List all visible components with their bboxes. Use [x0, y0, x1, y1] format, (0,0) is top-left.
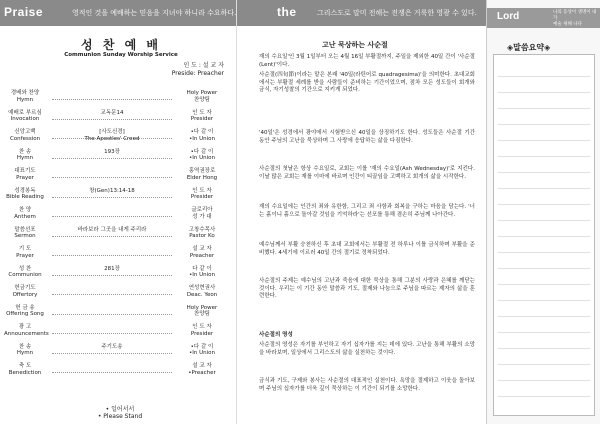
order-item-leader [52, 171, 172, 178]
order-item-detail [52, 344, 172, 351]
note-line [498, 333, 590, 349]
order-item-leader-en: Deac. Yeon [186, 291, 218, 298]
order-item-ko: 예배로 부르심 [8, 109, 42, 116]
order-item-leader-name [174, 149, 230, 162]
order-item-detail [52, 110, 172, 117]
order-item-leader-name [174, 227, 230, 240]
order-item-en: Benediction [8, 369, 42, 376]
summary-notes-box[interactable] [493, 54, 595, 416]
order-item [0, 285, 236, 305]
order-item-leader [52, 249, 172, 256]
order-item [0, 227, 236, 247]
order-item-detail-text: 창(Gen)13:14-18 [89, 187, 135, 194]
order-of-worship-panel [0, 0, 236, 424]
paragraph: 예수님께서 부활 승천하신 후 초대 교회에서는 부활절 전 하루나 이틀 금식하며 부활을 준비했다. 4세기에 이르러 40일 간의 절기로 정착되었다. [259, 242, 475, 256]
praise-band-text: 영적인 것을 예배하는 믿음을 지녀야 하니라 수요하다. [72, 9, 237, 17]
note-line [498, 93, 590, 109]
lord-note-line: 나의 동상이 생명이 내가 [553, 10, 597, 21]
order-item-name [4, 129, 46, 142]
order-item-detail [52, 188, 172, 195]
order-item-leader-ko: 설 교 자 [192, 246, 212, 252]
praise-tag: Praise [4, 5, 44, 19]
paragraph: 사순절의 첫날은 항상 수요일로, 교회는 이를 '재의 수요일(Ash Wednesday)'로 지킨다. 이날 많은 교회는 재를 이마에 바르며 인간이 티끌임을 고백하고 회개의 삶을 시작한다. [259, 166, 475, 180]
order-item-name [4, 110, 46, 123]
sermon-summary-panel [486, 0, 600, 424]
order-item-name [4, 188, 46, 201]
order-item [0, 90, 236, 110]
order-item-leader-en: Presider [190, 194, 214, 200]
order-item-name [4, 285, 46, 298]
order-item-leader-ko: 인 도 자 [192, 109, 212, 116]
order-item-detail [52, 129, 172, 142]
order-item-detail-text: 주기도송 [101, 343, 123, 350]
order-item-en: Prayer [16, 252, 34, 259]
order-item-leader-ko: •다 같 이 [190, 148, 214, 155]
order-item-leader-ko: 설 교 자 [192, 363, 212, 369]
order-item [0, 207, 236, 227]
the-tag: the [277, 5, 297, 19]
order-item-leader-en: 찬양팀 [194, 311, 210, 317]
note-line [498, 285, 590, 301]
order-item-leader-name [174, 324, 230, 337]
order-item-en: Hymn [16, 96, 34, 103]
order-item-en: Offering Song [6, 311, 44, 317]
order-item-leader-ko: •다 같 이 [190, 343, 214, 350]
order-item-leader [52, 288, 172, 295]
order-item-ko: 찬 송 [18, 343, 32, 350]
note-line [498, 301, 590, 317]
order-item-ko: 찬 양 [18, 207, 32, 213]
the-band-text: 그리스도로 말미 전해는 전쟁은 거룩한 영광 수 있다. [317, 9, 477, 17]
order-item-en: Offertory [12, 291, 38, 298]
order-item-name [4, 207, 46, 220]
order-item-name [4, 227, 46, 240]
order-item-leader-ko: 다 같 이 [192, 265, 212, 272]
order-item-leader-en: Presider [190, 330, 214, 337]
note-line [498, 173, 590, 189]
presider-label-en: Preside: Preacher [171, 70, 224, 77]
order-item-ko: 성 찬 [18, 265, 32, 272]
order-item-leader-name [174, 129, 230, 142]
order-item-name [4, 344, 46, 357]
lord-header-band [487, 8, 600, 28]
order-item [0, 246, 236, 266]
service-subtitle: Communion Sunday Worship Service [64, 52, 178, 58]
lord-note [553, 10, 599, 28]
order-item-en: Communion [8, 272, 42, 278]
order-item [0, 324, 236, 344]
stand-note-en: • Please Stand [97, 413, 143, 420]
note-line [498, 365, 590, 381]
order-item-en: Hymn [16, 350, 34, 356]
order-item-leader-en: 성 가 대 [192, 213, 212, 220]
order-item-leader-en: •In Union [189, 155, 215, 161]
order-item-leader-ko: Holy Power [186, 90, 218, 96]
note-line [498, 317, 590, 333]
order-item-name [4, 90, 46, 103]
order-list [0, 90, 236, 383]
sermon-panel [236, 0, 486, 424]
order-item-ko: 헌 금 송 [15, 304, 35, 311]
order-item-leader-ko: 고창수목사 [188, 226, 216, 233]
order-item-en: Sermon [14, 233, 36, 239]
order-item [0, 149, 236, 169]
order-item-en: Prayer [16, 174, 34, 181]
order-item-en: Invocation [10, 116, 40, 122]
order-item [0, 363, 236, 383]
order-item-leader-name [174, 285, 230, 298]
order-item-ko: 경배와 찬양 [10, 90, 40, 96]
order-item-leader [52, 366, 172, 373]
order-item-leader-name [174, 188, 230, 201]
order-item-en: Hymn [16, 155, 34, 161]
order-item-name [4, 363, 46, 376]
note-line [498, 349, 590, 365]
order-item-leader [52, 308, 172, 315]
order-item-leader-en: Elder Hong [186, 174, 218, 181]
note-line [498, 109, 590, 125]
order-item [0, 188, 236, 208]
service-title: 성 찬 예 배 [81, 38, 161, 52]
sermon-title: 고난 묵상하는 사순절 [322, 41, 388, 49]
order-item-detail-text: 281장 [104, 265, 120, 272]
order-item-detail [52, 266, 172, 273]
note-line [498, 77, 590, 93]
order-item-detail-text: [사도신경] [99, 129, 125, 135]
note-line [498, 141, 590, 157]
order-item-name [4, 324, 49, 337]
note-line [498, 125, 590, 141]
order-item-detail-text: 193장 [104, 148, 120, 155]
stand-note-ko: • 일어서서 [105, 406, 135, 413]
stand-note [90, 406, 150, 420]
order-item-leader-name [174, 305, 230, 318]
order-item-leader [52, 210, 172, 217]
sub-heading: 사순절의 영성 [259, 332, 293, 338]
order-item-leader-ko: •다 같 이 [190, 129, 214, 135]
order-item-leader-en: •In Union [189, 272, 215, 278]
note-line [498, 237, 590, 253]
order-item-en: Anthem [14, 213, 36, 220]
order-item-detail-sub: The Apostles' Creed [84, 135, 140, 142]
paragraph: 사순절의 영성은 자기를 부인하고 자기 십자가를 지는 데에 있다. 고난을 통해 부활의 소망을 바라보며, 일상에서 그리스도의 삶을 실천하는 것이다. [259, 342, 475, 356]
order-item-ko: 성경봉독 [14, 187, 36, 194]
order-item-leader-en: •Preacher [188, 369, 216, 376]
order-item-ko: 신앙고백 [14, 129, 36, 135]
order-item-leader-ko: 인 도 자 [192, 187, 212, 194]
order-item [0, 344, 236, 364]
order-item-leader-name [174, 344, 230, 357]
order-item-name [4, 246, 46, 259]
paragraph: 금식과 기도, 구제와 봉사는 사순절의 대표적인 실천이다. 욕망을 절제하고 이웃을 돌아보며 주님의 십자가를 더욱 깊이 묵상하는 이 기간이 되기를 소망한다. [259, 378, 475, 392]
note-line [498, 61, 590, 77]
order-item-detail [52, 227, 172, 234]
order-item [0, 129, 236, 149]
order-item [0, 266, 236, 286]
order-item [0, 305, 236, 325]
order-item-leader-ko: Holy Power [186, 304, 218, 311]
order-item-detail [52, 149, 172, 156]
order-item-leader-ko: 글로리아 [191, 207, 213, 213]
order-item-en: Confession [9, 135, 41, 142]
order-item-name [4, 149, 46, 162]
paragraph: 사순절(四旬節)이라는 말은 본래 '40일(라틴어로 quadragesima)'을 의미한다. 초대교회에서는 부활절 세례를 받을 사람들이 준비하는 기간이었으며, 점차 모든 성도들이 회개와 금식, 자기성찰의 기간으로 지키게 되었다. [259, 72, 475, 94]
order-item-en: Announcements [4, 330, 49, 337]
presider-label: 인 도 : 설 교 자 [183, 62, 224, 69]
order-item-ko: 대표기도 [14, 168, 36, 174]
note-line [498, 221, 590, 237]
order-item-leader-name [174, 207, 230, 220]
note-line [498, 157, 590, 173]
order-item-leader [52, 327, 172, 334]
order-item-name [4, 305, 46, 318]
order-item-leader-name [174, 110, 230, 123]
praise-header-band [0, 0, 236, 26]
order-item [0, 110, 236, 130]
order-item-leader-ko: 홍역권장로 [188, 168, 216, 174]
order-item-leader-ko: 인 도 자 [192, 324, 212, 330]
order-item-ko: 찬 송 [18, 148, 32, 155]
order-item-ko: 축 도 [18, 363, 32, 369]
order-item-leader-name [174, 168, 230, 181]
note-line [498, 253, 590, 269]
order-item-ko: 헌금기도 [14, 285, 36, 291]
note-line [498, 381, 590, 397]
order-item-en: Bible Reading [6, 194, 44, 200]
order-item-detail-text: 바라보라 그곳을 내게 주리라 [77, 226, 147, 233]
order-item-leader [52, 93, 172, 100]
order-item-leader-en: Pastor Ko [189, 233, 215, 239]
summary-title: ◈말씀요약◈ [507, 43, 551, 52]
order-item-leader-name [174, 266, 230, 279]
lord-note-line: 예술 새해 나다 [553, 22, 582, 27]
order-item-ko: 광 고 [18, 324, 32, 330]
note-line [498, 205, 590, 221]
order-item-leader-en: 찬양팀 [194, 96, 210, 103]
order-item-detail-text: 교독문14 [100, 109, 124, 116]
order-item-name [4, 266, 46, 279]
order-item-leader-ko: 연성현권사 [188, 285, 216, 291]
order-item-leader-en: Presider [190, 116, 214, 122]
order-item-leader-name [174, 363, 230, 376]
note-line [498, 269, 590, 285]
note-line [498, 189, 590, 205]
the-header-band [237, 0, 487, 26]
paragraph: 재의 수요일에는 인간의 죄와 유한함, 그리고 죄 사함과 회복을 구하는 마음을 담는다. '너는 흙이니 흙으로 돌아갈 것임을 기억하라'는 선포를 통해 겸손히 주님께 나아간다. [259, 204, 475, 218]
paragraph: '40일'은 성경에서 광야에서 시험받으신 40일을 상징하기도 한다. 성도들은 사순절 기간 동안 주님의 고난을 묵상하며 그 사랑에 응답하는 삶을 다짐한다. [259, 130, 475, 144]
order-item-leader-name [174, 246, 230, 259]
order-item [0, 168, 236, 188]
paragraph: 사순절의 주제는 예수님의 고난과 죽음에 대한 묵상을 통해 그분의 사랑과 은혜를 깨닫는 것이다. 우리는 이 기간 동안 말씀과 기도, 절제와 나눔으로 주님을 따르는 제자의 삶을 훈련한다. [259, 278, 475, 300]
order-item-leader-name [174, 90, 230, 103]
lord-tag: Lord [497, 11, 520, 22]
note-lines [498, 61, 590, 397]
order-item-ko: 말씀선포 [14, 226, 36, 233]
order-item-leader-en: Preacher [189, 252, 215, 259]
order-item-ko: 기 도 [18, 246, 32, 252]
paragraph: 재의 수요일'인 3월 1일부터 오는 4월 16일 부활절까지, 주일을 제외한 40일 간이 '사순절(Lent)'이다. [259, 54, 475, 68]
order-item-name [4, 168, 46, 181]
order-item-leader-en: •In Union [189, 350, 215, 356]
order-item-leader-en: •In Union [189, 135, 215, 142]
